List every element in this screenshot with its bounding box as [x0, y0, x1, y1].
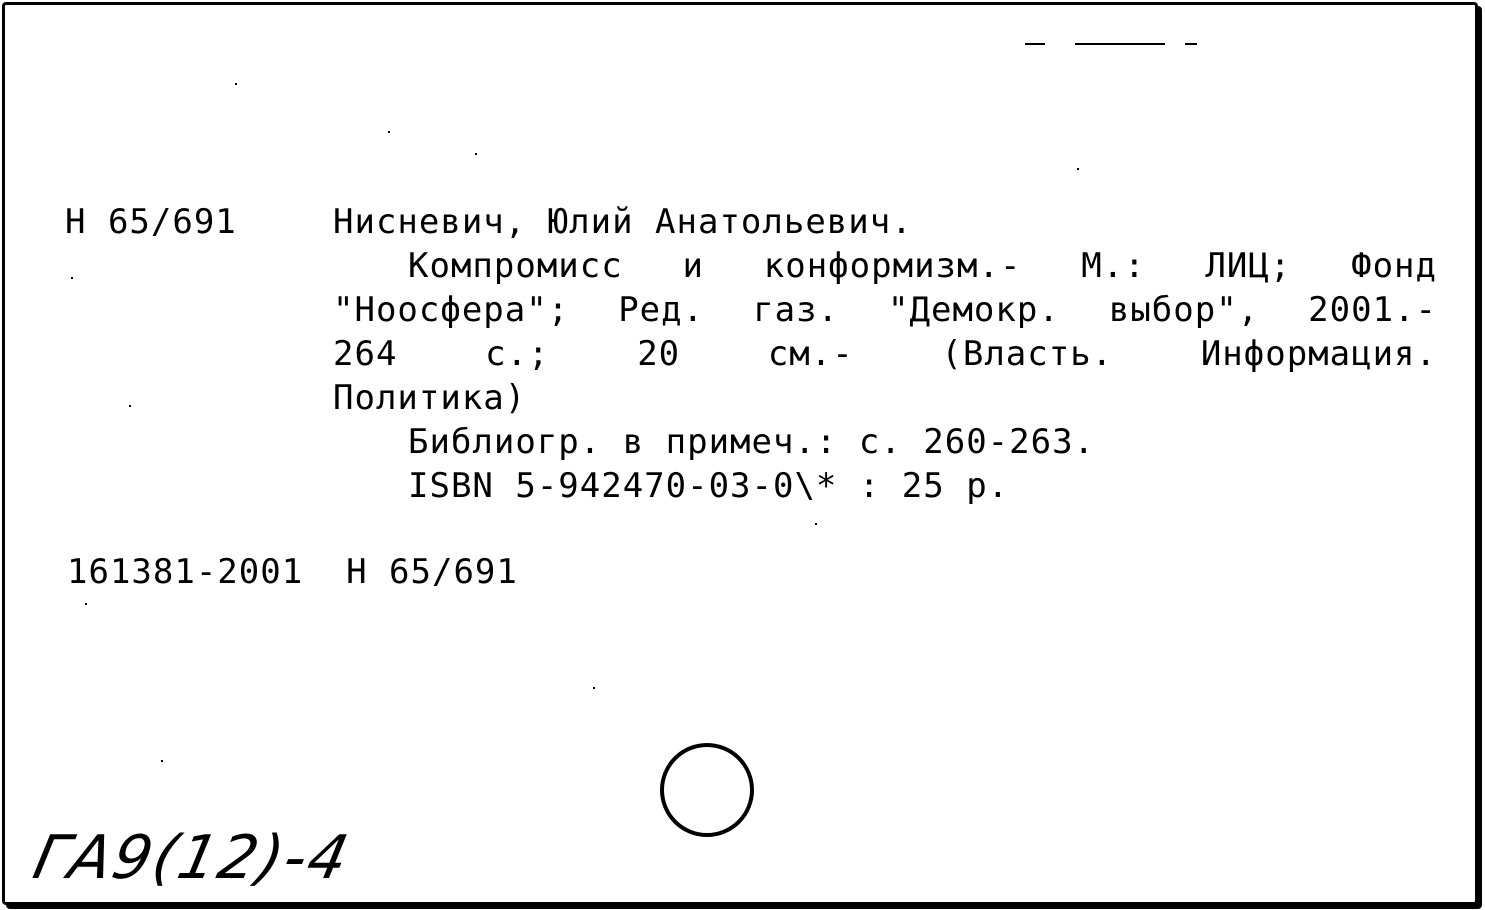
isbn-price: ISBN 5-942470-03-0\* : 25 р.: [408, 466, 1010, 506]
scan-artifact: [593, 687, 595, 689]
scan-artifact: [1185, 43, 1197, 45]
author-heading: Нисневич, Юлий Анатольевич.: [333, 202, 913, 242]
series-line: Политика): [333, 378, 527, 418]
catalog-card: [2, 2, 1478, 905]
inventory-number: 161381-2001 Н 65/691: [67, 552, 518, 592]
scan-artifact: [1077, 168, 1079, 170]
title-line: Компромисс и конформизм.- М.: ЛИЦ; Фонд: [408, 246, 1437, 286]
scan-artifact: [475, 153, 477, 155]
physical-description-line: 264 с.; 20 см.- (Власть. Информация.: [333, 334, 1437, 374]
bibliography-note: Библиогр. в примеч.: с. 260-263.: [408, 422, 1096, 462]
handwritten-classification: ГА9(12)-4: [27, 823, 357, 893]
scan-artifact: [1075, 43, 1165, 45]
scan-artifact: [235, 83, 237, 85]
scan-artifact: [71, 277, 73, 279]
call-number: Н 65/691: [65, 202, 237, 242]
publisher-line: "Ноосфера"; Ред. газ. "Демокр. выбор", 2001.-: [333, 290, 1437, 330]
scan-artifact: [1025, 43, 1045, 45]
scan-artifact: [161, 760, 163, 762]
bibliographic-record: [333, 200, 1437, 508]
scan-artifact: [388, 131, 390, 133]
scan-artifact: [85, 603, 87, 605]
punch-hole: [660, 743, 754, 837]
scan-artifact: [815, 523, 817, 525]
scan-artifact: [129, 405, 131, 407]
